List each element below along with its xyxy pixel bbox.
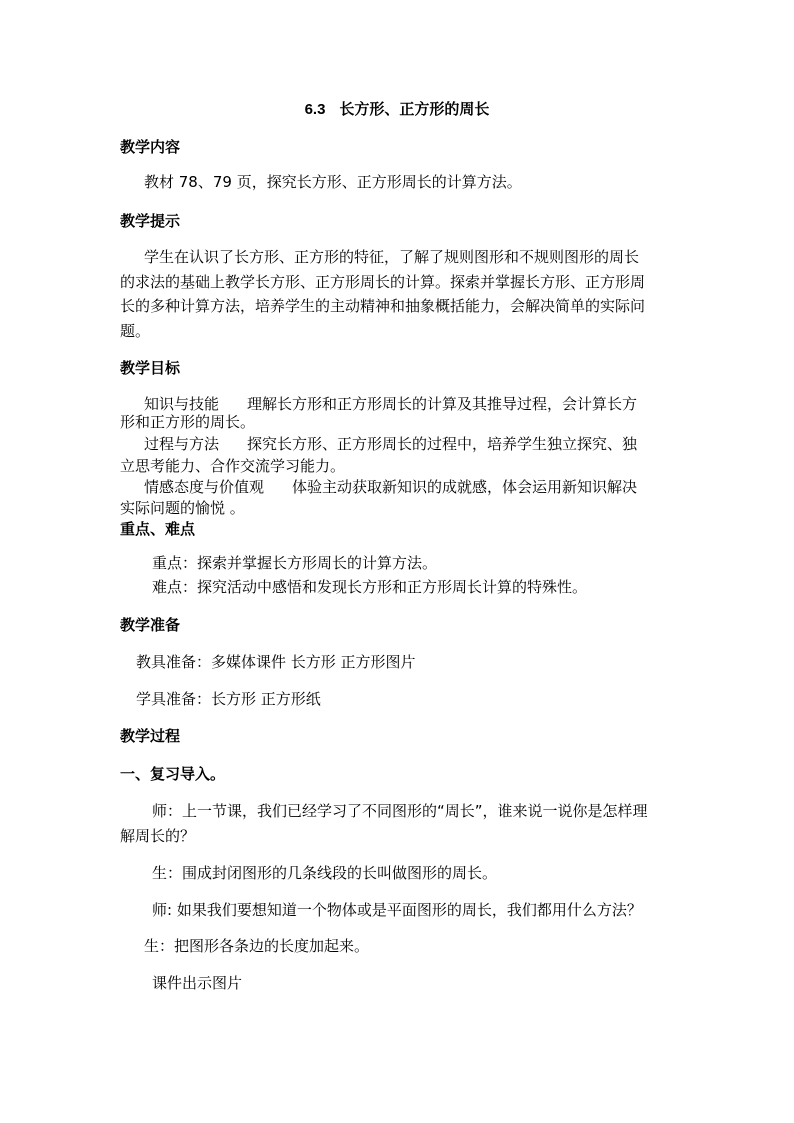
title-number: 6.3 [304,101,326,118]
key-point-text: 重点：探索并掌握长方形周长的计算方法。 [152,554,438,572]
heading-teaching-prep: 教学准备 [120,616,181,634]
prep-teacher-text: 教具准备：多媒体课件 长方形 正方形图片 [136,653,416,671]
hint-line-2: 的求法的基础上教学长方形、正方形周长的计算。探索并掌握长方形、正方形周 [120,273,646,291]
student-answer-2: 生：把图形各条边的长度加起来。 [144,937,370,955]
goal-process-text: 探究长方形、正方形周长的过程中，培养学生独立探究、独 [247,435,638,453]
heading-teaching-goals: 教学目标 [120,359,181,377]
difficulty-text: 难点：探究活动中感悟和发现长方形和正方形周长计算的特殊性。 [152,578,588,596]
goal-knowledge-line-1 [144,394,637,414]
teacher-question-1-line-1: 师：上一节课，我们已经学习了不同图形的“周长”，谁来说一说你是怎样理 [152,802,648,820]
page-title [0,99,794,120]
hint-line-4: 题。 [120,322,151,340]
goal-knowledge-text: 理解长方形和正方形周长的计算及其推导过程，会计算长方 [247,395,638,413]
courseware-note: 课件出示图片 [152,974,243,992]
goal-attitude-text: 体验主动获取新知识的成就感，体会运用新知识解决 [292,478,638,496]
hint-line-3: 长的多种计算方法，培养学生的主动精神和抽象概括能力，会解决简单的实际问 [120,297,646,315]
title-text: 长方形、正方形的周长 [339,100,490,118]
goal-attitude-line-1 [144,477,637,497]
goal-process-line-1 [144,434,637,454]
goal-process-line-2: 立思考能力、合作交流学习能力。 [120,457,346,475]
goal-knowledge-label: 知识与技能 [144,395,220,413]
prep-student-text: 学具准备：长方形 正方形纸 [136,690,321,708]
goal-attitude-label: 情感态度与价值观 [144,478,265,496]
teacher-question-2: 师: 如果我们要想知道一个物体或是平面图形的周长，我们都用什么方法？ [152,901,642,919]
heading-teaching-hint: 教学提示 [120,212,181,230]
goal-process-label: 过程与方法 [144,435,220,453]
goal-attitude-line-2: 实际问题的愉悦 。 [120,499,245,517]
student-answer-1: 生：围成封闭图形的几条线段的长叫做图形的周长。 [152,864,498,882]
hint-line-1: 学生在认识了长方形、正方形的特征，了解了规则图形和不规则图形的周长 [144,248,640,266]
teacher-question-1-line-2: 解周长的？ [120,827,196,845]
heading-teaching-content: 教学内容 [120,138,181,156]
teaching-content-text: 教材 78、79 页，探究长方形、正方形周长的计算方法。 [144,173,522,191]
step-1-heading: 一、复习导入。 [120,765,226,783]
heading-teaching-process: 教学过程 [120,727,181,745]
heading-key-points: 重点、难点 [120,520,196,538]
goal-knowledge-line-2: 形和正方形的周长。 [120,413,256,431]
